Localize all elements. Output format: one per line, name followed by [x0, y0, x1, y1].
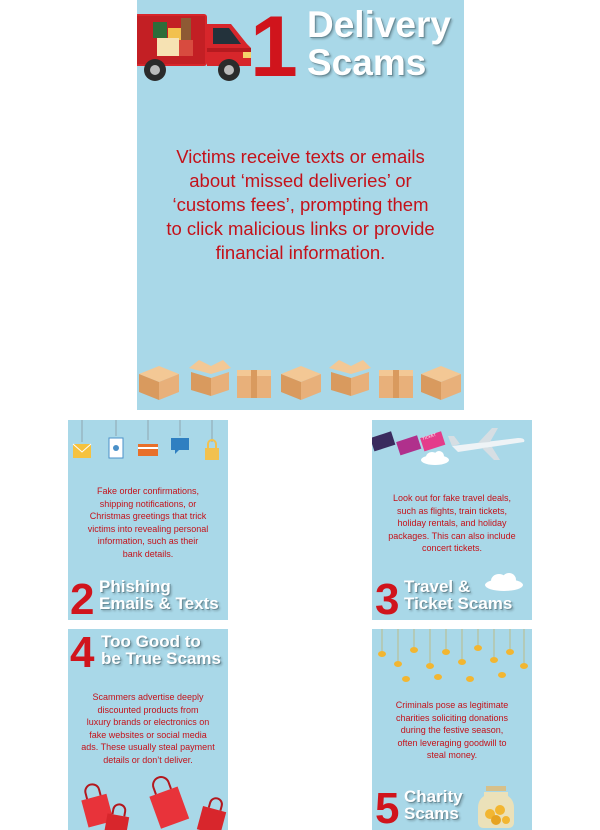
card-number: 3 — [375, 575, 400, 620]
ticket-icon — [396, 435, 421, 455]
ticket-icon — [372, 431, 395, 451]
card-title: Phishing Emails & Texts — [99, 577, 219, 614]
gold-coin-icon — [434, 674, 442, 680]
cloud-icon — [420, 450, 450, 466]
gold-coin-icon — [442, 649, 450, 655]
gold-coin-icon — [466, 676, 474, 682]
cardboard-box-icon — [281, 366, 321, 400]
cardboard-box-icon — [421, 366, 461, 400]
shopping-bag-icon — [144, 772, 189, 828]
card-description: Look out for fake travel deals, such as flights, train tickets, holiday rentals, and holiday packages. This can also include concert tickets. — [388, 493, 516, 553]
card-icon — [138, 444, 158, 456]
chat-icon — [171, 438, 189, 454]
gold-coin-icon — [394, 661, 402, 667]
phishing-card — [68, 420, 228, 620]
hanging-coins — [372, 629, 532, 689]
panel-description: Victims receive texts or emails about ‘missed deliveries’ or ‘customs fees’, prompting them to click malicious links or provide financial information. — [166, 146, 435, 263]
panel-title: Delivery Scams — [307, 4, 451, 83]
card-description: Fake order confirmations, shipping notifications, or Christmas greetings that trick victims into revealing personal information, such as their bank details. — [87, 486, 209, 559]
hanging-icons — [68, 420, 228, 470]
ticket-label: TICKET — [421, 431, 437, 442]
gold-coin-icon — [458, 659, 466, 665]
shopping-bags — [68, 779, 228, 830]
panel-number: 1 — [250, 0, 298, 95]
card-title: Charity Scams — [404, 787, 463, 824]
card-description: Scammers advertise deeply discounted products from luxury brands or electronics on fake websites or social media ads. These usually steal payment details or don’t deliver. — [81, 692, 215, 765]
gold-coin-icon — [506, 649, 514, 655]
gold-coin-icon — [474, 645, 482, 651]
airplane-icon — [448, 426, 528, 462]
cardboard-box-icon — [139, 366, 179, 400]
gold-coin-icon — [426, 663, 434, 669]
charity-card — [372, 629, 532, 830]
lock-icon — [205, 440, 219, 460]
envelope-icon — [73, 444, 91, 458]
phone-icon — [109, 438, 123, 458]
shopping-bag-icon — [197, 795, 228, 830]
delivery-scams-panel — [137, 0, 464, 410]
card-number: 4 — [70, 629, 95, 677]
cardboard-box-icon — [237, 370, 271, 398]
gold-coin-icon — [520, 663, 528, 669]
coin-jar-icon — [476, 784, 516, 828]
cardboard-box-row — [137, 360, 464, 400]
gold-coin-icon — [490, 657, 498, 663]
card-description: Criminals pose as legitimate charities soliciting donations during the festive season, often leveraging goodwill to steal money. — [395, 700, 509, 760]
travel-card — [372, 420, 532, 620]
cardboard-box-icon — [379, 370, 413, 398]
too-good-card — [68, 629, 228, 830]
gold-coin-icon — [498, 672, 506, 678]
gold-coin-icon — [410, 647, 418, 653]
gold-coin-icon — [402, 676, 410, 682]
cardboard-box-icon — [329, 360, 371, 396]
cloud-icon — [484, 572, 524, 592]
delivery-van-icon — [137, 8, 255, 83]
gold-coin-icon — [378, 651, 386, 657]
card-title: Travel & Ticket Scams — [404, 577, 513, 614]
card-number: 5 — [375, 784, 400, 830]
card-title: Too Good to be True Scams — [101, 632, 222, 669]
card-number: 2 — [70, 575, 95, 620]
cardboard-box-icon — [189, 360, 231, 396]
